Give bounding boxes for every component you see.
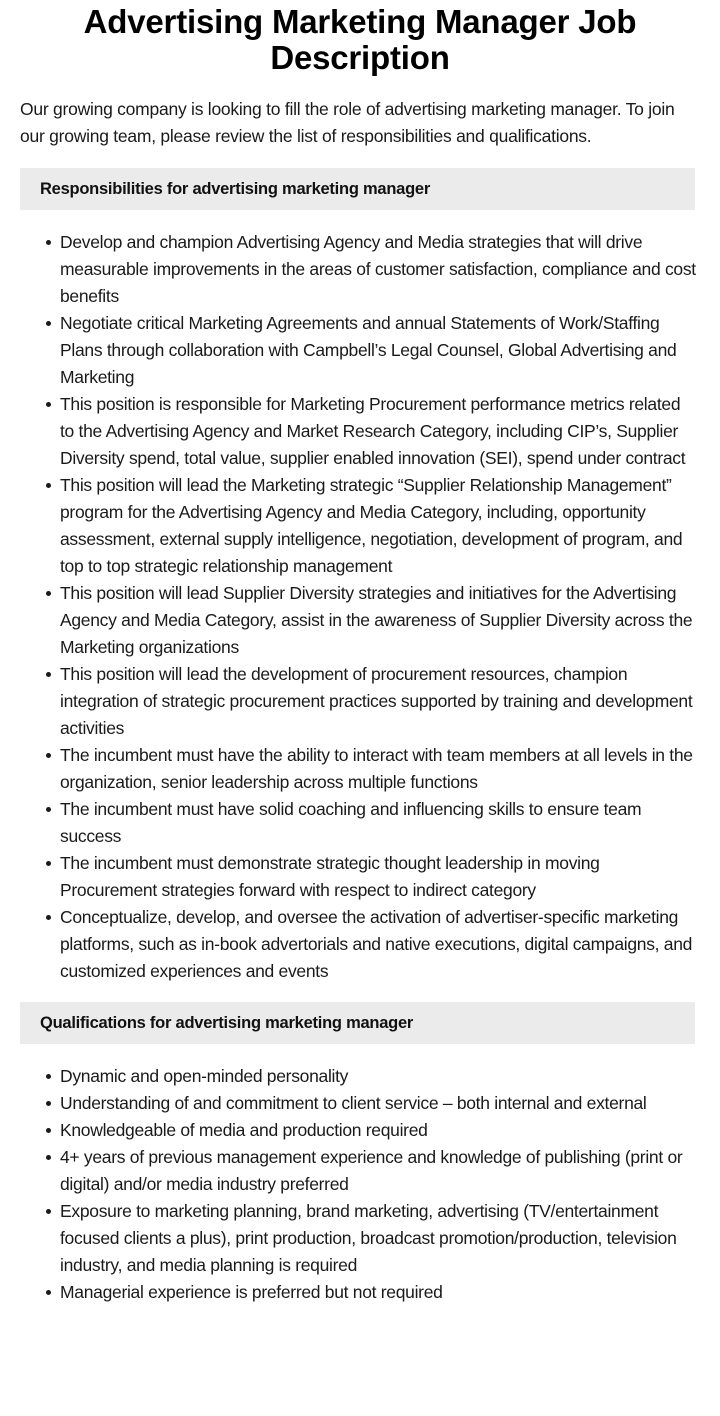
list-item: This position will lead the Marketing strategic “Supplier Relationship Management” program for the Advertising Agency and Media Category, including, opportunity assessment, external supply intelligence, negotiation, development of program, and top to top strategic relationship management [60, 472, 700, 580]
qualifications-list [20, 1063, 700, 1306]
bullet-icon [46, 321, 51, 326]
page-title: Advertising Marketing Manager Job Description [83, 3, 637, 76]
list-item: Develop and champion Advertising Agency and Media strategies that will drive measurable improvements in the areas of customer satisfaction, compliance and cost benefits [60, 229, 700, 310]
bullet-icon [46, 1209, 51, 1214]
bullet-icon [46, 807, 51, 812]
list-item: Exposure to marketing planning, brand marketing, advertising (TV/entertainment focused clients a plus), print production, broadcast promotion/production, television industry, and media planning is required [60, 1198, 700, 1279]
bullet-icon [46, 1101, 51, 1106]
responsibilities-list [20, 229, 700, 985]
bullet-icon [46, 1074, 51, 1079]
list-item: Dynamic and open-minded personality [60, 1063, 700, 1090]
spacer [20, 985, 700, 1002]
responsibilities-heading: Responsibilities for advertising marketing manager [20, 168, 695, 210]
bullet-icon [46, 672, 51, 677]
bullet-icon [46, 753, 51, 758]
bullet-icon [46, 915, 51, 920]
list-item: This position will lead Supplier Diversity strategies and initiatives for the Advertising Agency and Media Category, assist in the awareness of Supplier Diversity across the Marketing organizations [60, 580, 700, 661]
list-item: This position will lead the development of procurement resources, champion integration of strategic procurement practices supported by training and development activities [60, 661, 700, 742]
list-item: Managerial experience is preferred but not required [60, 1279, 700, 1306]
list-item: The incumbent must have the ability to interact with team members at all levels in the organization, senior leadership across multiple functions [60, 742, 700, 796]
list-item: This position is responsible for Marketing Procurement performance metrics related to the Advertising Agency and Market Research Category, including CIP’s, Supplier Diversity spend, total value, supplier enabled innovation (SEI), spend under contract [60, 391, 700, 472]
list-item: The incumbent must demonstrate strategic thought leadership in moving Procurement strategies forward with respect to indirect category [60, 850, 700, 904]
bullet-icon [46, 861, 51, 866]
list-item: Conceptualize, develop, and oversee the activation of advertiser-specific marketing platforms, such as in-book advertorials and native executions, digital campaigns, and customized experiences and events [60, 904, 700, 985]
bullet-icon [46, 483, 51, 488]
bullet-icon [46, 402, 51, 407]
bullet-icon [46, 1128, 51, 1133]
intro-paragraph: Our growing company is looking to fill the role of advertising marketing manager. To join our growing team, please review the list of responsibilities and qualifications. [20, 99, 675, 146]
bullet-icon [46, 1290, 51, 1295]
qualifications-heading: Qualifications for advertising marketing manager [20, 1002, 695, 1044]
bullet-icon [46, 591, 51, 596]
bullet-icon [46, 1155, 51, 1160]
list-item: Negotiate critical Marketing Agreements and annual Statements of Work/Staffing Plans through collaboration with Campbell’s Legal Counsel, Global Advertising and Marketing [60, 310, 700, 391]
list-item: Understanding of and commitment to client service – both internal and external [60, 1090, 700, 1117]
bullet-icon [46, 240, 51, 245]
list-item: The incumbent must have solid coaching and influencing skills to ensure team success [60, 796, 700, 850]
list-item: 4+ years of previous management experience and knowledge of publishing (print or digital) and/or media industry preferred [60, 1144, 700, 1198]
list-item: Knowledgeable of media and production required [60, 1117, 700, 1144]
